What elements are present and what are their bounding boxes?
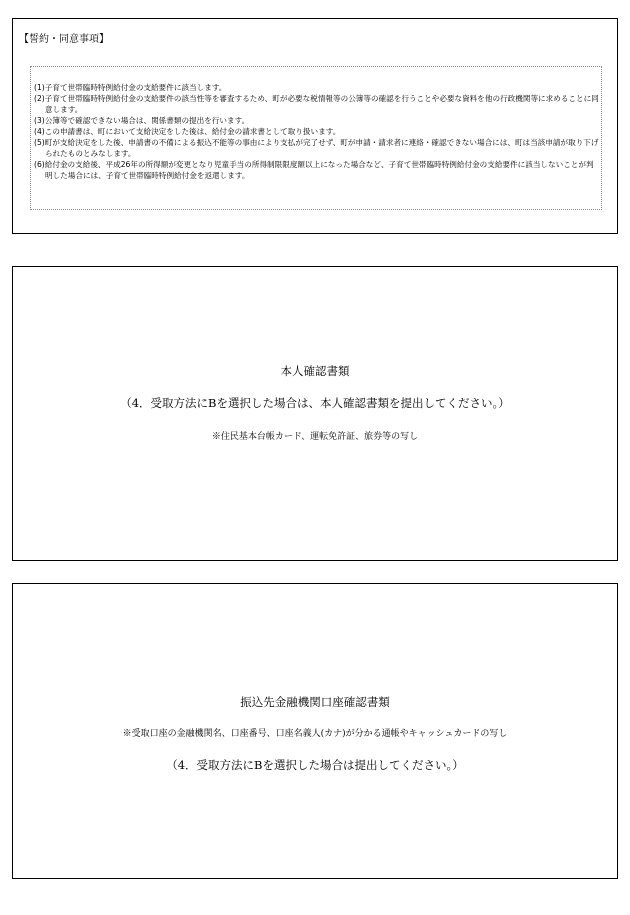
identity-document-note: ※住民基本台帳カード、運転免許証、旅券等の写し <box>211 432 419 442</box>
oath-term-item: (1)子育て世帯臨時特例給付金の支給要件に該当します。 <box>34 83 227 92</box>
oath-term-item: (2)子育て世帯臨時特例給付金の支給要件の該当性等を審査するため、町が必要な税情報等の公簿等の確認を行うことや必要な資料を他の行政機関等に求めることに同意します。 <box>34 94 599 114</box>
oath-consent-title: 【誓約・同意事項】 <box>19 34 109 45</box>
bank-document-note: ※受取口座の金融機関名、口座番号、口座名義人(カナ)が分かる通帳やキャッシュカードの写し <box>122 729 508 739</box>
identity-document-attachment-area <box>12 266 618 561</box>
bank-document-heading: 振込先金融機関口座確認書類 <box>240 695 390 709</box>
oath-term-item: (6)給付金の支給後、平成26年の所得額が変更となり児童手当の所得制限限度額以上になった場合など、子育て世帯臨時特例給付金の支給要件に該当しないことが判明した場合には、子育て世帯臨時特例給付金を返還します。 <box>34 160 594 180</box>
oath-terms-list <box>34 82 601 181</box>
bank-account-document-attachment-area <box>12 583 618 879</box>
oath-term-item: (4)この申請書は、町において支給決定をした後は、給付金の請求書として取り扱います。 <box>34 127 341 136</box>
oath-term-item: (5)町が支給決定をした後、申請書の不備による振込不能等の事由により支払が完了せず、町が申請・請求者に連絡・確認できない場合には、町は当該申請が取り下げられたものとみなします。 <box>34 138 599 158</box>
identity-document-heading: 本人確認書類 <box>280 364 350 378</box>
bank-document-instruction: （4．受取方法にBを選択した場合は提出してください。） <box>166 758 464 772</box>
oath-term-item: (3)公簿等で確認できない場合は、関係書類の提出を行います。 <box>34 116 250 125</box>
identity-document-instruction: （4．受取方法にBを選択した場合は、本人確認書類を提出してください。） <box>120 396 510 410</box>
oath-terms-box <box>30 66 602 210</box>
oath-consent-section <box>12 18 618 234</box>
